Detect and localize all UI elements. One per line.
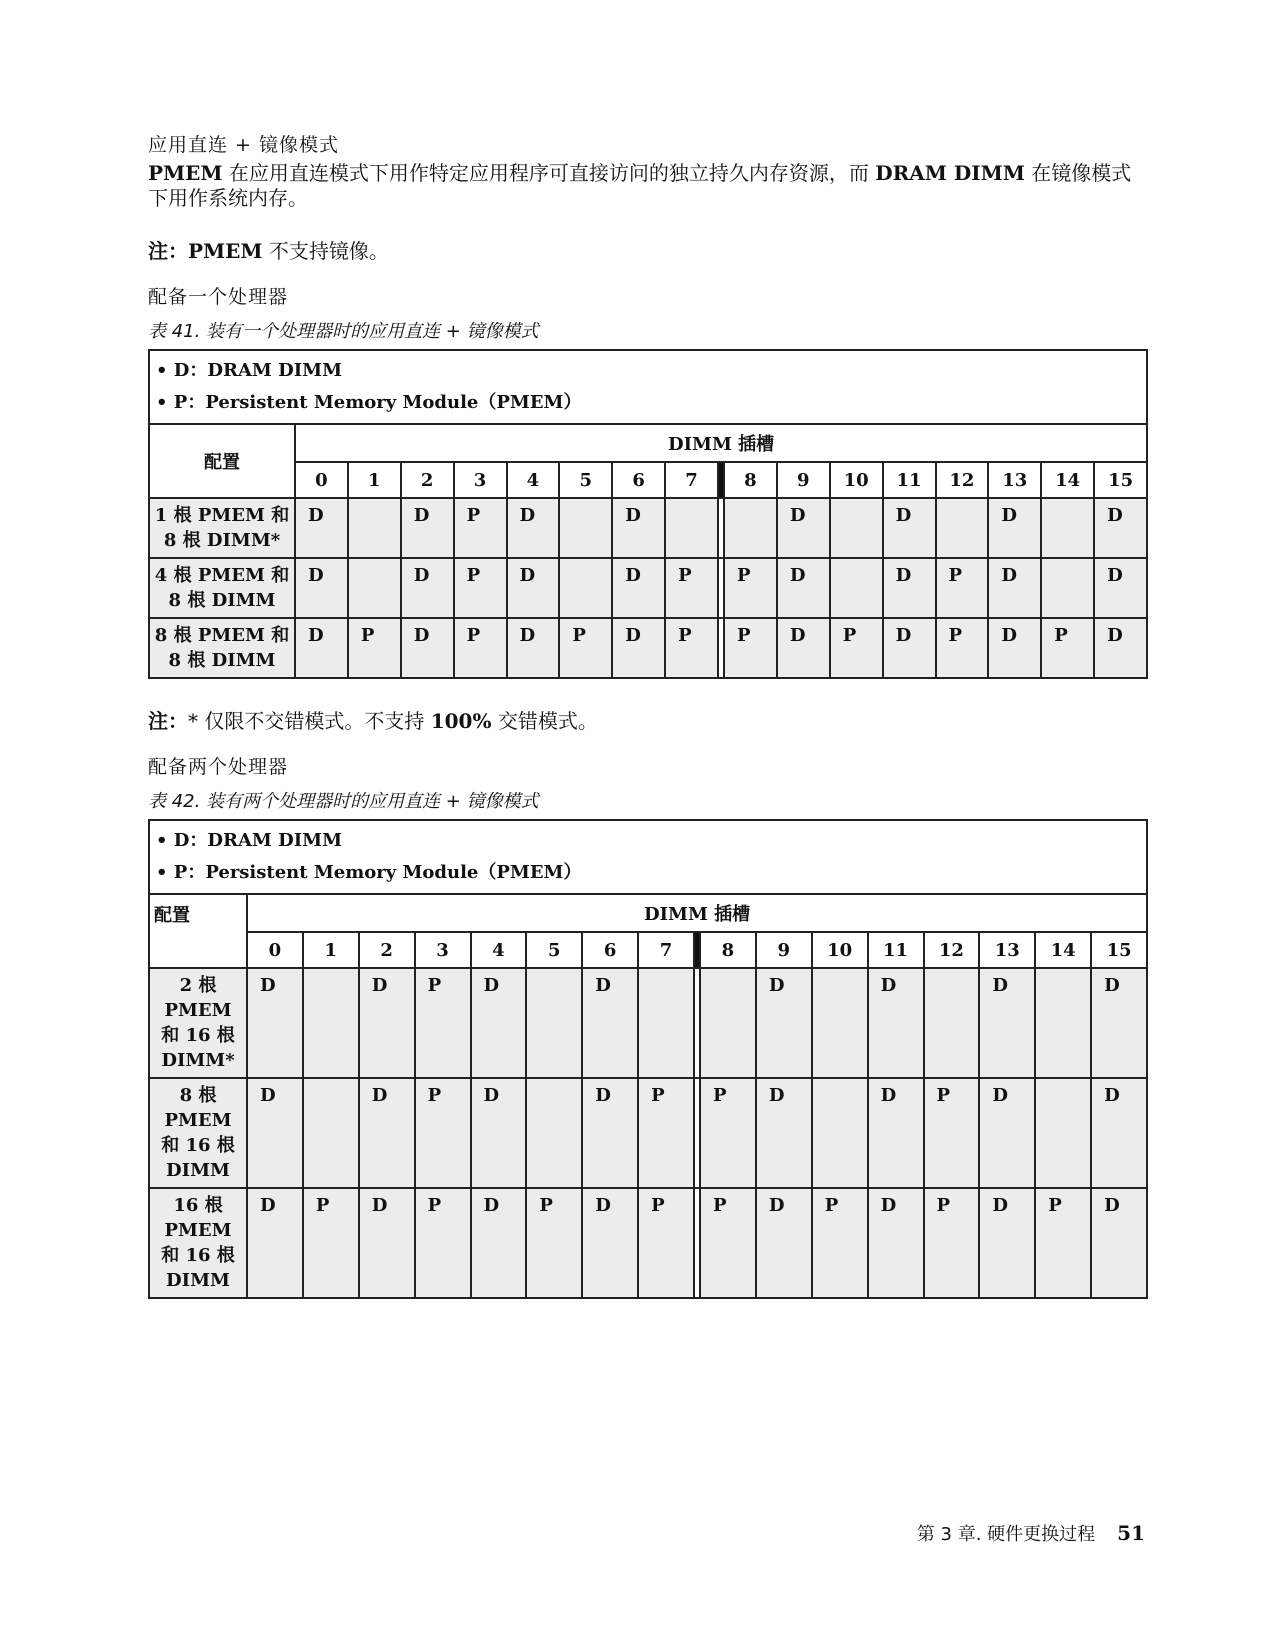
note2-text-a: * 仅限不交错模式。不支持: [188, 709, 431, 733]
slot-cell: D: [582, 1078, 638, 1188]
slot-cell: [348, 558, 401, 618]
slot-number: 0: [295, 462, 348, 498]
dimm-slots-header: DIMM 插槽: [247, 894, 1147, 932]
slot-cell: D: [507, 558, 560, 618]
config-line: 8 根 DIMM: [168, 650, 276, 671]
slot-cell: P: [1035, 1188, 1091, 1298]
config-cell: [149, 1188, 247, 1298]
slot-cell: D: [582, 1188, 638, 1298]
note2-bold: 100%: [430, 709, 492, 733]
slot-cell: D: [777, 558, 830, 618]
slot-number: 7: [638, 932, 694, 968]
slot-number: 11: [868, 932, 924, 968]
slot-cell: D: [988, 498, 1041, 558]
table-row: [149, 1078, 1147, 1188]
slot-cell: D: [295, 558, 348, 618]
slot-number: 15: [1094, 462, 1147, 498]
slot-cell: P: [724, 618, 777, 678]
slot-cell: P: [526, 1188, 582, 1298]
slot-cell: D: [777, 498, 830, 558]
section1-title: 配备一个处理器: [148, 286, 289, 308]
slot-cell: P: [348, 618, 401, 678]
config-line: 和 16 根: [161, 1025, 235, 1046]
config-cell: [149, 618, 295, 678]
slot-cell: [303, 968, 359, 1078]
slot-cell: D: [1094, 498, 1147, 558]
slot-cell: D: [359, 1188, 415, 1298]
slot-cell: D: [401, 498, 454, 558]
intro-bold-dram: DRAM DIMM: [875, 161, 1025, 185]
slot-cell: [936, 498, 989, 558]
config-line: DIMM*: [161, 1050, 235, 1071]
slot-cell: [559, 558, 612, 618]
legend: [149, 820, 1147, 894]
dimm-slots-header: DIMM 插槽: [295, 424, 1147, 462]
slot-cell: [724, 498, 777, 558]
slot-number: 8: [700, 932, 756, 968]
slot-cell: D: [883, 558, 936, 618]
slot-cell: [830, 558, 883, 618]
note2-label: 注：: [148, 709, 188, 733]
config-line: DIMM: [166, 1160, 230, 1181]
config-line: 和 16 根: [161, 1135, 235, 1156]
slot-cell: D: [868, 968, 924, 1078]
config-header: 配置: [149, 894, 247, 968]
slot-cell: [348, 498, 401, 558]
slot-cell: D: [756, 1078, 812, 1188]
slot-cell: D: [1094, 558, 1147, 618]
slot-cell: D: [777, 618, 830, 678]
slot-cell: P: [559, 618, 612, 678]
slot-number: 13: [979, 932, 1035, 968]
footer-chapter: 第 3 章. 硬件更换过程: [916, 1524, 1096, 1545]
slot-cell: D: [883, 618, 936, 678]
slot-number: 4: [471, 932, 527, 968]
note-mirroring: [148, 235, 1146, 264]
slot-cell: D: [883, 498, 936, 558]
slot-cell: P: [830, 618, 883, 678]
slot-cell: D: [756, 1188, 812, 1298]
slot-cell: D: [1094, 618, 1147, 678]
table-row: [149, 618, 1147, 678]
slot-cell: P: [700, 1078, 756, 1188]
slot-number: 9: [756, 932, 812, 968]
slot-cell: D: [979, 1078, 1035, 1188]
slot-cell: D: [612, 498, 665, 558]
legend-item: • P：Persistent Memory Module（PMEM）: [156, 857, 1140, 889]
slot-cell: P: [812, 1188, 868, 1298]
config-cell: [149, 1078, 247, 1188]
slot-number: 11: [883, 462, 936, 498]
config-line: 1 根 PMEM 和: [154, 505, 290, 526]
slot-number: 4: [507, 462, 560, 498]
slot-number: 5: [559, 462, 612, 498]
section-heading: 应用直连 + 镜像模式: [148, 134, 339, 156]
slot-number: 1: [303, 932, 359, 968]
slot-number: 9: [777, 462, 830, 498]
slot-cell: [638, 968, 694, 1078]
legend-item: • P：Persistent Memory Module（PMEM）: [156, 387, 1140, 419]
slot-number: 13: [988, 462, 1041, 498]
slot-cell: D: [471, 1078, 527, 1188]
config-line: PMEM: [164, 1000, 232, 1021]
slot-cell: P: [454, 558, 507, 618]
slot-cell: D: [756, 968, 812, 1078]
slot-cell: D: [979, 968, 1035, 1078]
slot-cell: [559, 498, 612, 558]
slot-cell: D: [1091, 1078, 1147, 1188]
slot-cell: [812, 1078, 868, 1188]
slot-cell: D: [582, 968, 638, 1078]
note-bold: PMEM: [188, 239, 263, 263]
note-text: 不支持镜像。: [262, 239, 389, 263]
slot-number: 10: [830, 462, 883, 498]
config-line: 8 根 PMEM 和: [154, 625, 290, 646]
config-line: 8 根 DIMM: [168, 590, 276, 611]
slot-number: 2: [401, 462, 454, 498]
slot-number: 3: [454, 462, 507, 498]
slot-cell: D: [507, 498, 560, 558]
slot-cell: P: [415, 1078, 471, 1188]
slot-cell: P: [924, 1078, 980, 1188]
slot-cell: [526, 1078, 582, 1188]
intro-paragraph: [148, 161, 1146, 211]
legend: [149, 350, 1147, 424]
slot-cell: D: [359, 1078, 415, 1188]
slot-cell: [665, 498, 718, 558]
slot-cell: D: [471, 1188, 527, 1298]
slot-cell: P: [924, 1188, 980, 1298]
slot-cell: [1041, 558, 1094, 618]
slot-number: 14: [1035, 932, 1091, 968]
config-line: DIMM: [166, 1270, 230, 1291]
slot-cell: P: [638, 1078, 694, 1188]
slot-cell: D: [868, 1078, 924, 1188]
page-number: 51: [1117, 1521, 1145, 1545]
legend-item: • D：DRAM DIMM: [156, 825, 1140, 857]
slot-cell: P: [415, 1188, 471, 1298]
config-line: 8 根: [179, 1085, 217, 1106]
slot-cell: [700, 968, 756, 1078]
note-label: 注：: [148, 239, 188, 263]
slot-number: 2: [359, 932, 415, 968]
slot-cell: P: [665, 558, 718, 618]
slot-cell: D: [612, 618, 665, 678]
section2-title: 配备两个处理器: [148, 756, 289, 778]
config-header: 配置: [149, 424, 295, 498]
table-row: [149, 968, 1147, 1078]
slot-cell: D: [247, 968, 303, 1078]
slot-cell: P: [454, 498, 507, 558]
slot-cell: D: [988, 618, 1041, 678]
note2-text-b: 交错模式。: [491, 709, 598, 733]
slot-number: 0: [247, 932, 303, 968]
config-line: 8 根 DIMM*: [163, 530, 281, 551]
config-line: PMEM: [164, 1220, 232, 1241]
config-cell: [149, 558, 295, 618]
table2: [148, 819, 1148, 1299]
slot-cell: D: [401, 558, 454, 618]
slot-cell: [1035, 968, 1091, 1078]
config-line: 和 16 根: [161, 1245, 235, 1266]
slot-cell: P: [303, 1188, 359, 1298]
document-page: [148, 130, 1146, 1299]
slot-cell: P: [936, 618, 989, 678]
slot-number: 12: [936, 462, 989, 498]
slot-cell: P: [454, 618, 507, 678]
config-line: 4 根 PMEM 和: [154, 565, 290, 586]
note-interleave: [148, 705, 1146, 734]
slot-cell: P: [638, 1188, 694, 1298]
table1-caption: 表 41. 装有一个处理器时的应用直连 + 镜像模式: [148, 321, 539, 342]
table-row: [149, 1188, 1147, 1298]
slot-cell: D: [359, 968, 415, 1078]
slot-cell: D: [295, 498, 348, 558]
slot-number: 5: [526, 932, 582, 968]
page-footer: [917, 1520, 1145, 1546]
slot-number: 12: [924, 932, 980, 968]
config-line: PMEM: [164, 1110, 232, 1131]
slot-number: 10: [812, 932, 868, 968]
config-line: 2 根: [179, 975, 217, 996]
slot-cell: [526, 968, 582, 1078]
slot-cell: D: [979, 1188, 1035, 1298]
slot-cell: D: [247, 1078, 303, 1188]
slot-cell: D: [988, 558, 1041, 618]
config-cell: [149, 968, 247, 1078]
slot-cell: [1041, 498, 1094, 558]
slot-cell: D: [295, 618, 348, 678]
intro-bold-pmem: PMEM: [148, 161, 223, 185]
slot-cell: [812, 968, 868, 1078]
slot-cell: [830, 498, 883, 558]
slot-cell: D: [868, 1188, 924, 1298]
slot-cell: D: [247, 1188, 303, 1298]
slot-number: 15: [1091, 932, 1147, 968]
slot-cell: P: [1041, 618, 1094, 678]
slot-cell: [924, 968, 980, 1078]
table-row: [149, 498, 1147, 558]
slot-number: 1: [348, 462, 401, 498]
legend-item: • D：DRAM DIMM: [156, 355, 1140, 387]
slot-cell: D: [1091, 1188, 1147, 1298]
slot-number: 14: [1041, 462, 1094, 498]
intro-text-2: 在镜像模式下用作系统内存。: [148, 161, 1132, 210]
table2-caption: 表 42. 装有两个处理器时的应用直连 + 镜像模式: [148, 791, 539, 812]
slot-cell: P: [936, 558, 989, 618]
slot-cell: D: [507, 618, 560, 678]
slot-cell: D: [471, 968, 527, 1078]
slot-cell: P: [724, 558, 777, 618]
slot-number: 6: [612, 462, 665, 498]
slot-number: 6: [582, 932, 638, 968]
slot-cell: P: [700, 1188, 756, 1298]
slot-cell: P: [665, 618, 718, 678]
slot-cell: [1035, 1078, 1091, 1188]
slot-number: 3: [415, 932, 471, 968]
slot-cell: [303, 1078, 359, 1188]
slot-cell: D: [612, 558, 665, 618]
slot-number: 7: [665, 462, 718, 498]
config-cell: [149, 498, 295, 558]
slot-cell: D: [401, 618, 454, 678]
table-row: [149, 558, 1147, 618]
slot-cell: P: [415, 968, 471, 1078]
config-line: 16 根: [173, 1195, 223, 1216]
intro-text-1: 在应用直连模式下用作特定应用程序可直接访问的独立持久内存资源，而: [222, 161, 876, 185]
slot-cell: D: [1091, 968, 1147, 1078]
table1: [148, 349, 1148, 679]
slot-number: 8: [724, 462, 777, 498]
